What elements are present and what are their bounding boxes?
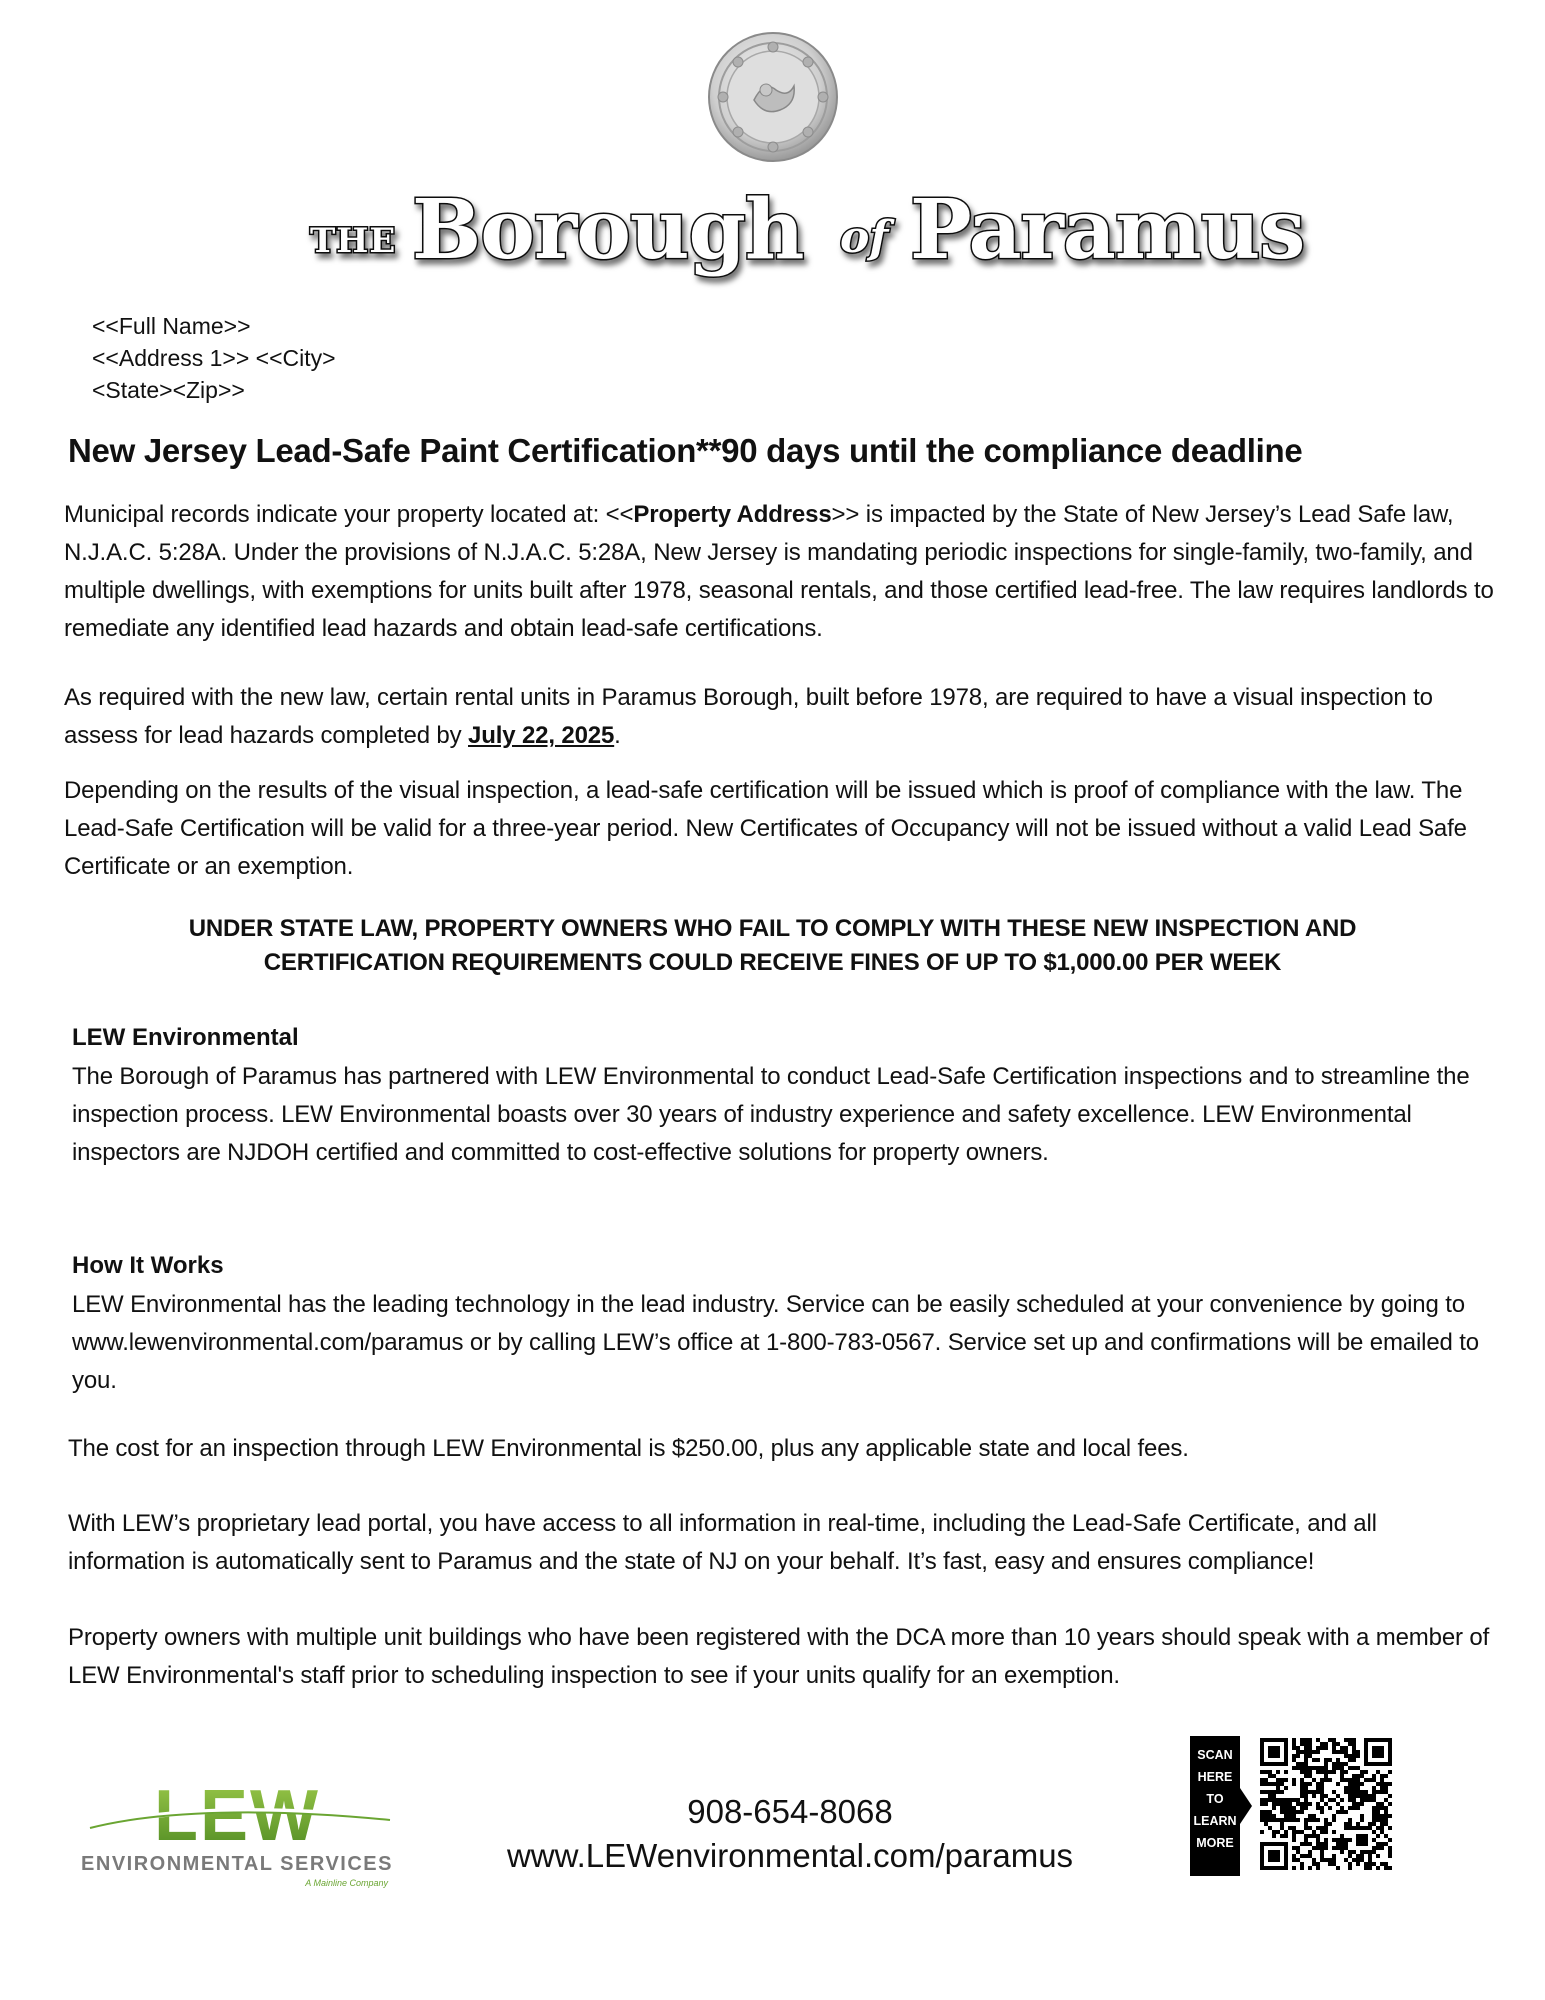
footer-website-link[interactable]: www.LEWenvironmental.com/paramus xyxy=(506,1837,1074,1874)
warning-line-1: UNDER STATE LAW, PROPERTY OWNERS WHO FAIL TO COMPLY WITH THESE NEW INSPECTION AND xyxy=(188,915,1357,942)
p1-text-before: Municipal records indicate your property located at: << xyxy=(64,501,634,528)
warning-line-2: CERTIFICATION REQUIREMENTS COULD RECEIVE FINES OF UP TO $1,000.00 PER WEEK xyxy=(263,949,1282,976)
scan-line: LEARN xyxy=(1193,1814,1237,1828)
logo-subtitle: ENVIRONMENTAL SERVICES xyxy=(81,1853,393,1875)
scan-line: HERE xyxy=(1197,1770,1233,1784)
paragraph-property-notice xyxy=(64,496,1494,648)
footer-contact xyxy=(460,1790,1120,1878)
paragraph-lew-about: The Borough of Paramus has partnered with LEW Environmental to conduct Lead-Safe Certification inspections and to streamline the inspection process. LEW Environmental boasts over 30 years of industry experience and safety excellence. LEW Environmental inspectors are NJDOH certified and committed to cost-effective solutions for property owners. xyxy=(72,1063,1470,1166)
paragraph-certification-validity: Depending on the results of the visual inspection, a lead-safe certification will be issued which is proof of compliance with the law. The Lead-Safe Certification will be valid for a three-year period. New Certificates of Occupancy will not be issued without a valid Lead Safe Certificate or an exemption. xyxy=(64,777,1467,880)
title-paramus: Paramus xyxy=(910,182,1305,278)
logo-tagline: A Mainline Company xyxy=(305,1878,388,1888)
section-heading-lew: LEW Environmental xyxy=(72,1024,299,1051)
title-of: of xyxy=(840,212,889,263)
address-line-street: <<Address 1>> <<City> xyxy=(92,345,336,371)
section-heading-how-it-works: How It Works xyxy=(72,1252,224,1279)
fines-warning xyxy=(120,912,1425,980)
lew-environmental-logo xyxy=(70,1770,405,1895)
title-borough: Borough xyxy=(412,182,804,278)
paragraph-multi-unit: Property owners with multiple unit buildings who have been registered with the DCA more than 10 years should speak with a member of LEW Environmental's staff prior to scheduling inspection to see if your units qualify for an exemption. xyxy=(68,1624,1490,1689)
paragraph-how-it-works: LEW Environmental has the leading technology in the lead industry. Service can be easily scheduled at your convenience by going to www.lewenvironmental.com/paramus or by calling LEW’s office at 1-800-783-0567. Service set up and confirmations will be emailed to you. xyxy=(72,1291,1479,1394)
borough-seal-icon xyxy=(706,30,840,164)
footer-phone[interactable]: 908-654-8068 xyxy=(687,1793,893,1830)
paragraph-inspection-deadline xyxy=(64,679,1494,755)
p2-text-after: . xyxy=(614,722,621,749)
title-the: THE xyxy=(310,221,397,261)
letter-headline: New Jersey Lead-Safe Paint Certification**90 days until the compliance deadline xyxy=(68,432,1303,469)
address-line-state-zip: <State><Zip>> xyxy=(92,377,245,403)
property-address-placeholder: Property Address xyxy=(633,501,832,528)
scan-line: SCAN xyxy=(1197,1748,1233,1762)
scan-here-label xyxy=(1190,1736,1240,1876)
qr-code-icon[interactable] xyxy=(1260,1738,1392,1870)
p2-text-before: As required with the new law, certain rental units in Paramus Borough, built before 1978, are required to have a visual inspection to assess for lead hazards completed by xyxy=(64,684,1433,749)
paragraph-inspection-cost: The cost for an inspection through LEW Environmental is $250.00, plus any applicable state and local fees. xyxy=(68,1435,1189,1462)
paragraph-lead-portal: With LEW’s proprietary lead portal, you have access to all information in real-time, including the Lead-Safe Certificate, and all information is automatically sent to Paramus and the state of NJ on your behalf. It’s fast, easy and ensures compliance! xyxy=(68,1510,1377,1575)
scan-line: MORE xyxy=(1196,1836,1234,1850)
p1-text-after: >> is impacted by the State of New Jersey’s Lead Safe law, N.J.A.C. 5:28A. Under the provisions of N.J.A.C. 5:28A, New Jersey is mandating periodic inspections for single-family, two-family, and multiple dwellings, with exemptions for units built after 1978, seasonal rentals, and those certified lead-free. The law requires landlords to remediate any identified lead hazards and obtain lead-safe certifications. xyxy=(64,501,1494,642)
recipient-address xyxy=(92,310,336,406)
deadline-date: July 22, 2025 xyxy=(468,722,615,749)
scan-line: TO xyxy=(1206,1792,1224,1806)
logo-lew-letters: LEW xyxy=(154,1776,320,1856)
address-line-name: <<Full Name>> xyxy=(92,313,251,339)
borough-title-logo xyxy=(300,170,1305,280)
